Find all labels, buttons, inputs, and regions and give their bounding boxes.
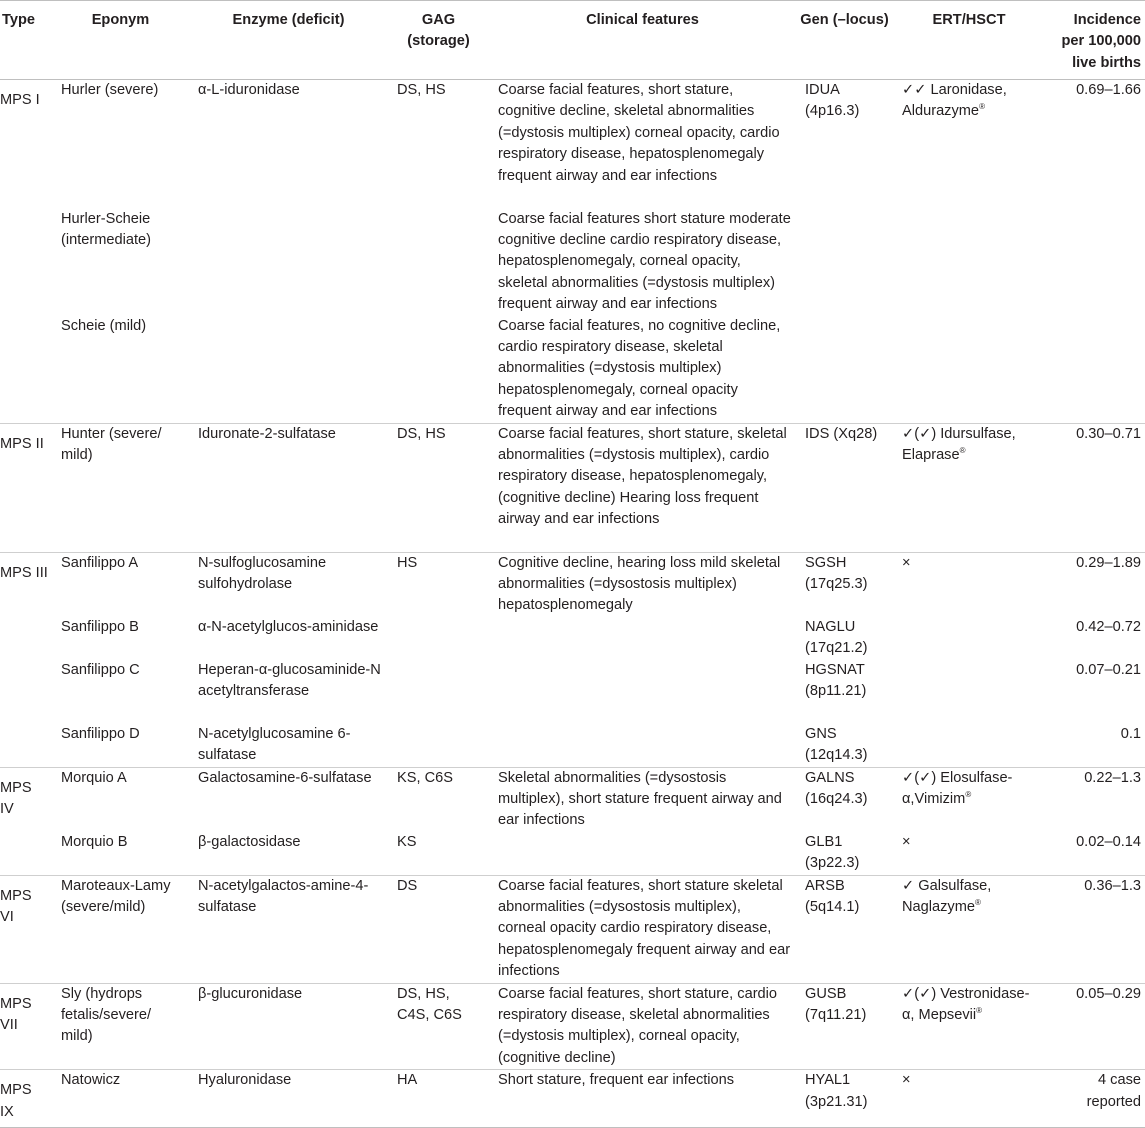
enzyme-text: N-sulfoglucosamine sulfohydrolase (198, 554, 327, 592)
enzyme-text: β-galactosidase (198, 833, 301, 850)
cell-type (0, 832, 52, 875)
cell-gen (796, 552, 893, 617)
cell-enzyme (189, 832, 388, 875)
eponym-text: Morquio A (61, 769, 127, 786)
cell-ert (893, 875, 1045, 983)
cell-incidence (1045, 423, 1145, 552)
gag-text: HA (397, 1072, 418, 1089)
table-row (0, 1070, 1145, 1128)
gen-text: GNS (12q14.3) (805, 725, 868, 764)
incidence-text: 0.22–1.3 (1084, 769, 1141, 786)
cell-clinical (489, 552, 796, 617)
eponym-text: Sanfilippo C (61, 661, 140, 678)
cell-ert (893, 983, 1045, 1070)
cell-enzyme (189, 660, 388, 724)
cell-gen (796, 1070, 893, 1128)
cell-gag (388, 875, 489, 983)
header-clinical: Clinical features (489, 1, 796, 80)
cell-clinical (489, 983, 796, 1070)
cell-enzyme (189, 767, 388, 832)
clinical-text: Coarse facial features, no cognitive decline, cardio respiratory disease, skeletal abnormalities (=dystosis multiplex) hepatosplenomegaly, corneal opacity frequent airway and ear infections (498, 317, 781, 420)
cell-gen (796, 724, 893, 767)
cell-incidence (1045, 316, 1145, 424)
cell-gag (388, 983, 489, 1070)
enzyme-text: Hyaluronidase (198, 1072, 292, 1089)
cell-gag (388, 80, 489, 209)
type-text: MPS I (0, 92, 40, 108)
table-header (0, 1, 1145, 80)
ert-text: ✓ Galsulfase, Naglazyme (902, 877, 992, 916)
cell-incidence (1045, 80, 1145, 209)
clinical-text: Short stature, frequent ear infections (498, 1072, 735, 1089)
cell-gen (796, 80, 893, 209)
ert-text: ✓✓ Laronidase, Aldurazyme (902, 82, 1007, 120)
ert-text: × (902, 1072, 911, 1089)
cell-eponym (52, 832, 189, 875)
gen-text: GUSB (7q11.21) (805, 985, 867, 1024)
cell-clinical (489, 832, 796, 875)
cell-gen (796, 660, 893, 724)
gen-text: IDUA (4p16.3) (805, 82, 860, 120)
ert-text: ✓(✓) Elosulfase-α,Vimizim (902, 769, 1013, 807)
ert-text: × (902, 554, 911, 571)
eponym-text: Sanfilippo B (61, 618, 139, 635)
enzyme-text: α-L-iduronidase (198, 82, 300, 98)
ert-text: × (902, 833, 911, 850)
clinical-text: Coarse facial features, short stature, cardio respiratory disease, skeletal abnormalities (=dystosis multiplex), corneal opacity, (cognitive decline) (498, 985, 778, 1066)
gen-text: NAGLU (17q21.2) (805, 618, 868, 657)
cell-gen (796, 832, 893, 875)
gen-text: IDS (Xq28) (805, 425, 878, 442)
cell-enzyme (189, 80, 388, 209)
cell-ert (893, 832, 1045, 875)
cell-type (0, 1070, 52, 1128)
gag-text: DS (397, 877, 418, 894)
incidence-text: 0.07–0.21 (1076, 661, 1141, 678)
cell-ert (893, 423, 1045, 552)
gag-text: HS (397, 554, 418, 571)
incidence-text: 0.36–1.3 (1084, 877, 1141, 894)
enzyme-text: Iduronate-2-sulfatase (198, 425, 336, 442)
incidence-text: 0.1 (1120, 725, 1141, 742)
cell-eponym (52, 1070, 189, 1128)
cell-ert (893, 767, 1045, 832)
cell-incidence (1045, 617, 1145, 660)
enzyme-text: N-acetylglucosamine 6-sulfatase (198, 725, 351, 764)
cell-eponym (52, 983, 189, 1070)
cell-clinical (489, 1070, 796, 1128)
incidence-text: 0.42–0.72 (1076, 618, 1141, 635)
cell-gag (388, 316, 489, 424)
cell-incidence (1045, 983, 1145, 1070)
cell-type (0, 423, 52, 552)
cell-type (0, 660, 52, 724)
type-text: MPS VII (0, 995, 32, 1034)
gen-text: HYAL1 (3p21.31) (805, 1072, 868, 1110)
cell-incidence (1045, 552, 1145, 617)
cell-gen (796, 316, 893, 424)
type-text: MPS IX (0, 1082, 32, 1120)
table-row (0, 80, 1145, 209)
cell-gen (796, 209, 893, 316)
cell-gag (388, 423, 489, 552)
registered-mark: ® (976, 1006, 983, 1016)
cell-clinical (489, 660, 796, 724)
cell-incidence (1045, 875, 1145, 983)
cell-eponym (52, 660, 189, 724)
cell-clinical (489, 875, 796, 983)
eponym-text: Maroteaux-Lamy (severe/mild) (61, 877, 171, 916)
cell-enzyme (189, 209, 388, 316)
table-row (0, 724, 1145, 767)
gen-text: GALNS (16q24.3) (805, 769, 868, 807)
table-row (0, 552, 1145, 617)
cell-ert (893, 316, 1045, 424)
cell-type (0, 209, 52, 316)
cell-eponym (52, 767, 189, 832)
header-gen: Gen (–locus) (796, 1, 893, 80)
cell-ert (893, 617, 1045, 660)
gag-text: DS, HS, C4S, C6S (397, 985, 462, 1024)
incidence-text: 0.05–0.29 (1076, 985, 1141, 1002)
cell-ert (893, 80, 1045, 209)
cell-eponym (52, 423, 189, 552)
cell-gag (388, 724, 489, 767)
cell-gen (796, 875, 893, 983)
gag-text: KS, C6S (397, 769, 453, 786)
cell-type (0, 875, 52, 983)
table-row (0, 875, 1145, 983)
cell-enzyme (189, 423, 388, 552)
cell-type (0, 316, 52, 424)
cell-incidence (1045, 660, 1145, 724)
enzyme-text: α-N-acetylglucos-aminidase (198, 618, 379, 635)
cell-eponym (52, 617, 189, 660)
cell-type (0, 983, 52, 1070)
enzyme-text: β-glucuronidase (198, 985, 303, 1002)
cell-gen (796, 983, 893, 1070)
header-ert: ERT/HSCT (893, 1, 1045, 80)
eponym-text: Scheie (mild) (61, 317, 147, 334)
gen-text: ARSB (5q14.1) (805, 877, 860, 916)
cell-gen (796, 423, 893, 552)
gag-text: KS (397, 833, 417, 850)
cell-eponym (52, 316, 189, 424)
eponym-text: Natowicz (61, 1072, 121, 1089)
cell-enzyme (189, 875, 388, 983)
cell-gag (388, 1070, 489, 1128)
table-row (0, 209, 1145, 316)
cell-gag (388, 832, 489, 875)
clinical-text: Coarse facial features short stature moderate cognitive decline cardio respiratory disease, hepatosplenomegaly, corneal opacity, skeletal abnormalities (=dystosis multiplex) frequent airway and ear infections (498, 210, 791, 313)
cell-gen (796, 617, 893, 660)
cell-enzyme (189, 1070, 388, 1128)
cell-gag (388, 767, 489, 832)
cell-incidence (1045, 832, 1145, 875)
cell-ert (893, 724, 1045, 767)
enzyme-text: N-acetylgalactos-amine-4-sulfatase (198, 877, 369, 916)
cell-gag (388, 617, 489, 660)
clinical-text: Coarse facial features, short stature, cognitive decline, skeletal abnormalities (=dystosis multiplex) corneal opacity, cardio respiratory disease, hepatosplenomegaly frequent airway and ear infections (498, 82, 780, 184)
cell-enzyme (189, 983, 388, 1070)
cell-enzyme (189, 724, 388, 767)
eponym-text: Sly (hydrops fetalis/severe/ mild) (61, 985, 152, 1045)
cell-eponym (52, 552, 189, 617)
registered-mark: ® (979, 102, 985, 112)
cell-ert (893, 552, 1045, 617)
cell-type (0, 617, 52, 660)
clinical-text: Coarse facial features, short stature, skeletal abnormalities (=dystosis multiplex), cardio respiratory disease, hepatosplenomegaly, (cognitive decline) Hearing loss frequent airway and ear infections (498, 425, 787, 528)
cell-gen (796, 767, 893, 832)
cell-eponym (52, 875, 189, 983)
table-row (0, 832, 1145, 875)
table-row (0, 983, 1145, 1070)
clinical-text: Coarse facial features, short stature skeletal abnormalities (=dysostosis multiplex), corneal opacity cardio respiratory disease, hepatosplenomegaly frequent airway and ear infections (498, 877, 791, 980)
cell-clinical (489, 617, 796, 660)
cell-incidence (1045, 724, 1145, 767)
cell-incidence (1045, 1070, 1145, 1128)
cell-clinical (489, 316, 796, 424)
enzyme-text: Heperan-α-glucosaminide-N acetyltransferase (198, 661, 381, 700)
table-row (0, 767, 1145, 832)
cell-incidence (1045, 209, 1145, 316)
type-text: MPS II (0, 435, 44, 452)
type-text: MPS VI (0, 887, 32, 926)
ert-text: ✓(✓) Vestronidase- α, Mepsevii (902, 985, 1030, 1024)
cell-enzyme (189, 552, 388, 617)
cell-type (0, 80, 52, 209)
cell-clinical (489, 209, 796, 316)
incidence-text: 0.29–1.89 (1076, 554, 1141, 571)
header-gag: GAG (storage) (388, 1, 489, 80)
registered-mark: ® (975, 898, 981, 908)
gen-text: HGSNAT (8p11.21) (805, 661, 867, 700)
gen-text: SGSH (17q25.3) (805, 554, 868, 592)
type-text: MPS IV (0, 779, 32, 817)
incidence-text: 0.30–0.71 (1076, 425, 1141, 442)
table-row (0, 617, 1145, 660)
cell-eponym (52, 209, 189, 316)
eponym-text: Hunter (severe/ mild) (61, 425, 162, 463)
header-enzyme: Enzyme (deficit) (189, 1, 388, 80)
type-text: MPS III (0, 564, 48, 581)
eponym-text: Hurler (severe) (61, 82, 159, 98)
eponym-text: Sanfilippo D (61, 725, 140, 742)
cell-type (0, 724, 52, 767)
eponym-text: Morquio B (61, 833, 128, 850)
cell-eponym (52, 80, 189, 209)
cell-gag (388, 209, 489, 316)
table-row (0, 660, 1145, 724)
cell-ert (893, 1070, 1045, 1128)
cell-clinical (489, 423, 796, 552)
header-eponym: Eponym (52, 1, 189, 80)
cell-ert (893, 660, 1045, 724)
eponym-text: Sanfilippo A (61, 554, 139, 571)
cell-type (0, 767, 52, 832)
cell-clinical (489, 724, 796, 767)
header-type: Type (0, 1, 52, 80)
header-incidence: Incidence per 100,000 live births (1045, 1, 1145, 80)
cell-ert (893, 209, 1045, 316)
cell-eponym (52, 724, 189, 767)
clinical-text: Skeletal abnormalities (=dysostosis multiplex), short stature frequent airway and ear infections (498, 769, 782, 829)
incidence-text: 4 case reported (1086, 1072, 1141, 1110)
cell-enzyme (189, 316, 388, 424)
incidence-text: 0.69–1.66 (1076, 82, 1141, 98)
registered-mark: ® (965, 790, 972, 800)
cell-clinical (489, 767, 796, 832)
ert-text: ✓(✓) Idursulfase, Elaprase (902, 425, 1016, 463)
gag-text: DS, HS (397, 82, 446, 98)
registered-mark: ® (959, 446, 966, 456)
gen-text: GLB1 (3p22.3) (805, 833, 860, 872)
cell-enzyme (189, 617, 388, 660)
cell-incidence (1045, 767, 1145, 832)
cell-clinical (489, 80, 796, 209)
cell-type (0, 552, 52, 617)
table-body (0, 80, 1145, 1128)
clinical-text: Cognitive decline, hearing loss mild skeletal abnormalities (=dysostosis multiplex) hepatosplenomegaly (498, 554, 781, 614)
enzyme-text: Galactosamine-6-sulfatase (198, 769, 372, 786)
cell-gag (388, 660, 489, 724)
eponym-text: Hurler-Scheie (intermediate) (61, 210, 152, 248)
incidence-text: 0.02–0.14 (1076, 833, 1141, 850)
table-row (0, 316, 1145, 424)
cell-gag (388, 552, 489, 617)
table-row (0, 423, 1145, 552)
gag-text: DS, HS (397, 425, 446, 442)
